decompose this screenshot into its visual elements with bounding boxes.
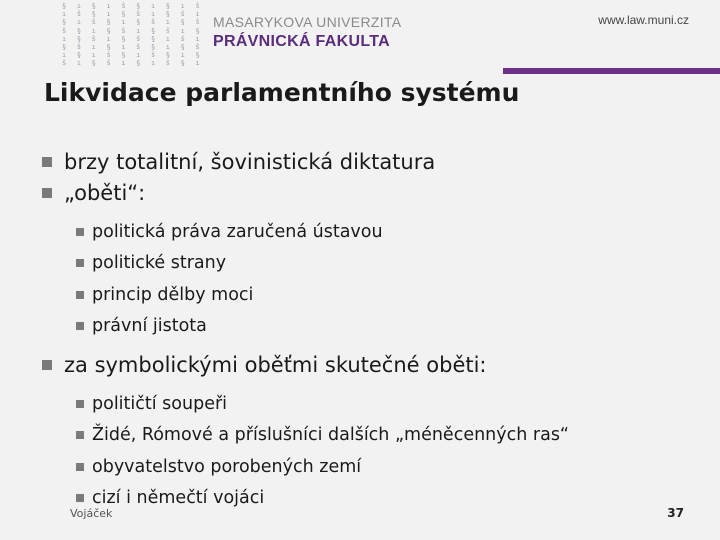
sub-bullet-item <box>42 420 712 452</box>
square-bullet-icon <box>76 291 84 299</box>
square-bullet-icon <box>76 431 84 439</box>
bullet-text: právní jistota <box>92 316 207 337</box>
square-bullet-icon <box>42 157 52 167</box>
bullet-item <box>42 349 712 380</box>
sub-bullet-item <box>42 279 712 311</box>
bullet-item <box>42 177 712 208</box>
faculty-name: PRÁVNICKÁ FAKULTA <box>213 33 390 50</box>
square-bullet-icon <box>76 400 84 408</box>
square-bullet-icon <box>76 463 84 471</box>
square-bullet-icon <box>76 259 84 267</box>
sub-bullet-item <box>42 483 712 515</box>
footer-author: Vojáček <box>70 507 113 520</box>
bullet-text: za symbolickými oběťmi skutečné oběti: <box>64 352 487 377</box>
square-bullet-icon <box>76 494 84 502</box>
sub-bullet-item <box>42 311 712 343</box>
bullet-text: cizí i němečtí vojáci <box>92 488 265 509</box>
square-bullet-icon <box>76 228 84 236</box>
page-number: 37 <box>667 506 684 520</box>
sub-bullet-item <box>42 216 712 248</box>
square-bullet-icon <box>42 188 52 198</box>
bullet-text: političtí soupeři <box>92 393 228 414</box>
slide-content <box>42 146 712 514</box>
bullet-text: Židé, Rómové a příslušníci dalších „méněcenných ras“ <box>92 425 570 446</box>
university-name: MASARYKOVA UNIVERZITA <box>213 14 402 30</box>
bullet-text: politické strany <box>92 253 227 274</box>
university-logo: § ı § ı ŝ § ı § ı ŝ ı ŝ § ı § ŝ ı § ŝ ı § ı ŝ § ı § ŝ ı § ŝ ŝ § ı § ŝ ı § ŝ ı § ı § ŝ ı § ŝ § ı ŝ ı § ŝ ı § ı ŝ § ı § ŝ ı § ı ŝ § ı ŝ § ı § ŝ ı § ŝ ı § ı ŝ § ı <box>62 2 203 68</box>
bullet-text: brzy totalitní, šovinistická diktatura <box>64 149 436 174</box>
sub-bullet-item <box>42 451 712 483</box>
website-url: www.law.muni.cz <box>598 13 689 27</box>
slide-title: Likvidace parlamentního systému <box>44 78 520 107</box>
bullet-text: obyvatelstvo porobených zemí <box>92 456 362 477</box>
bullet-text: „oběti“: <box>64 180 146 205</box>
bullet-text: princip dělby moci <box>92 284 254 305</box>
bullet-text: politická práva zaručená ústavou <box>92 221 383 242</box>
header-accent-bar <box>503 68 720 74</box>
sub-bullet-item <box>42 248 712 280</box>
sub-bullet-item <box>42 388 712 420</box>
square-bullet-icon <box>42 360 52 370</box>
square-bullet-icon <box>76 322 84 330</box>
bullet-item <box>42 146 712 177</box>
